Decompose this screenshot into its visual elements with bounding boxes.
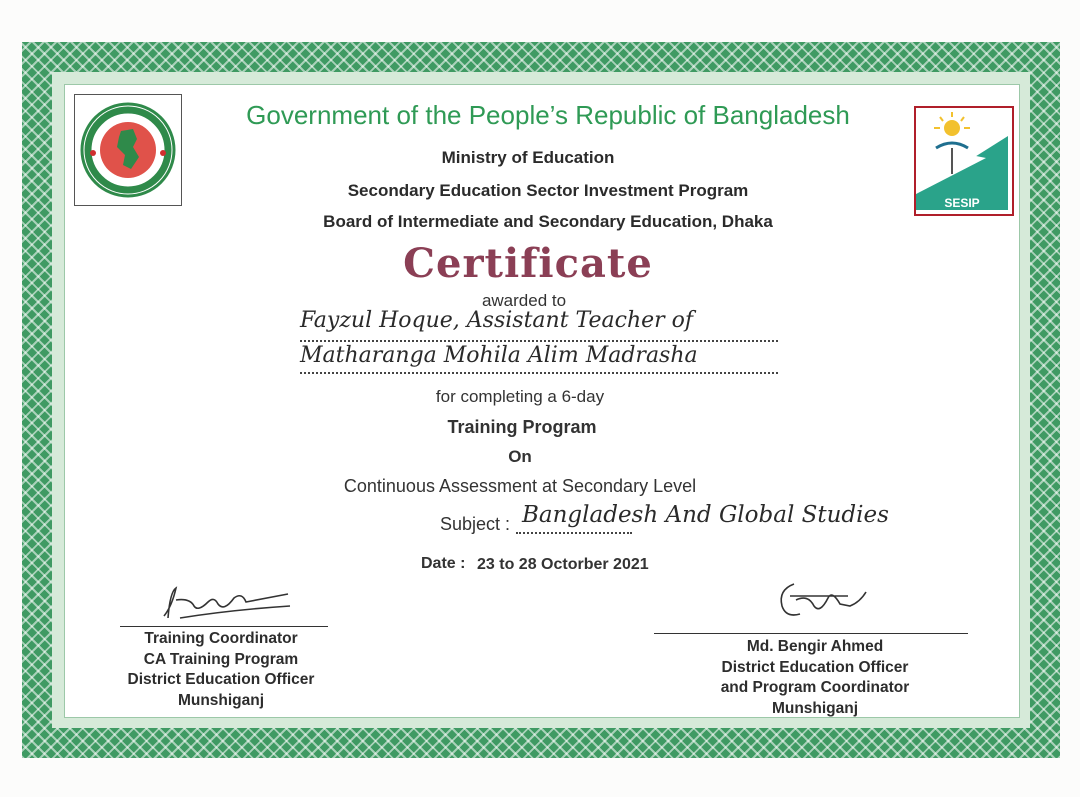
awarded-to-label: awarded to bbox=[481, 291, 567, 310]
right-signatory-line: Md. Bengir Ahmed bbox=[746, 638, 884, 655]
right-signature-icon bbox=[770, 576, 880, 626]
recipient-dotted-line-1 bbox=[300, 340, 778, 342]
right-signatory-line: District Education Officer bbox=[721, 658, 909, 676]
subject-dotted-line bbox=[516, 532, 632, 534]
certificate-title: Certificate bbox=[403, 240, 653, 287]
training-program-text: Training Program bbox=[447, 417, 597, 437]
svg-text:SESIP: SESIP bbox=[944, 196, 980, 210]
date-label: Date : bbox=[421, 555, 466, 572]
right-signatory-line: and Program Coordinator bbox=[720, 679, 910, 696]
left-signature-icon bbox=[150, 578, 300, 626]
topic-text: Continuous Assessment at Secondary Level bbox=[343, 476, 697, 496]
left-signature-line bbox=[120, 626, 328, 627]
recipient-line-1: Fayzul Hoque, Assistant Teacher of bbox=[300, 308, 694, 333]
right-signatory-line: Munshiganj bbox=[771, 699, 859, 717]
date-value: 23 to 28 Octorber 2021 bbox=[477, 556, 649, 573]
left-signatory-line: CA Training Program bbox=[143, 650, 299, 668]
left-signatory bbox=[110, 629, 332, 711]
right-signature-line bbox=[654, 633, 968, 634]
subject-label: Subject : bbox=[440, 514, 511, 534]
recipient-dotted-line-2 bbox=[300, 372, 778, 374]
recipient-line-2: Matharanga Mohila Alim Madrasha bbox=[300, 343, 698, 368]
left-signatory-line: Training Coordinator bbox=[144, 630, 298, 647]
subject-value: Bangladesh And Global Studies bbox=[522, 502, 889, 528]
government-heading: Government of the People’s Republic of Bangladesh bbox=[246, 100, 850, 130]
completing-text: for completing a 6-day bbox=[435, 387, 605, 406]
left-signatory-line: Munshiganj bbox=[177, 691, 265, 709]
program-heading: Secondary Education Sector Investment Program bbox=[347, 181, 749, 200]
board-heading: Board of Intermediate and Secondary Education, Dhaka bbox=[323, 212, 773, 231]
right-signatory bbox=[700, 637, 930, 719]
ministry-heading: Ministry of Education bbox=[441, 148, 615, 167]
on-text: On bbox=[508, 447, 532, 466]
left-signatory-line: District Education Officer bbox=[127, 671, 315, 688]
